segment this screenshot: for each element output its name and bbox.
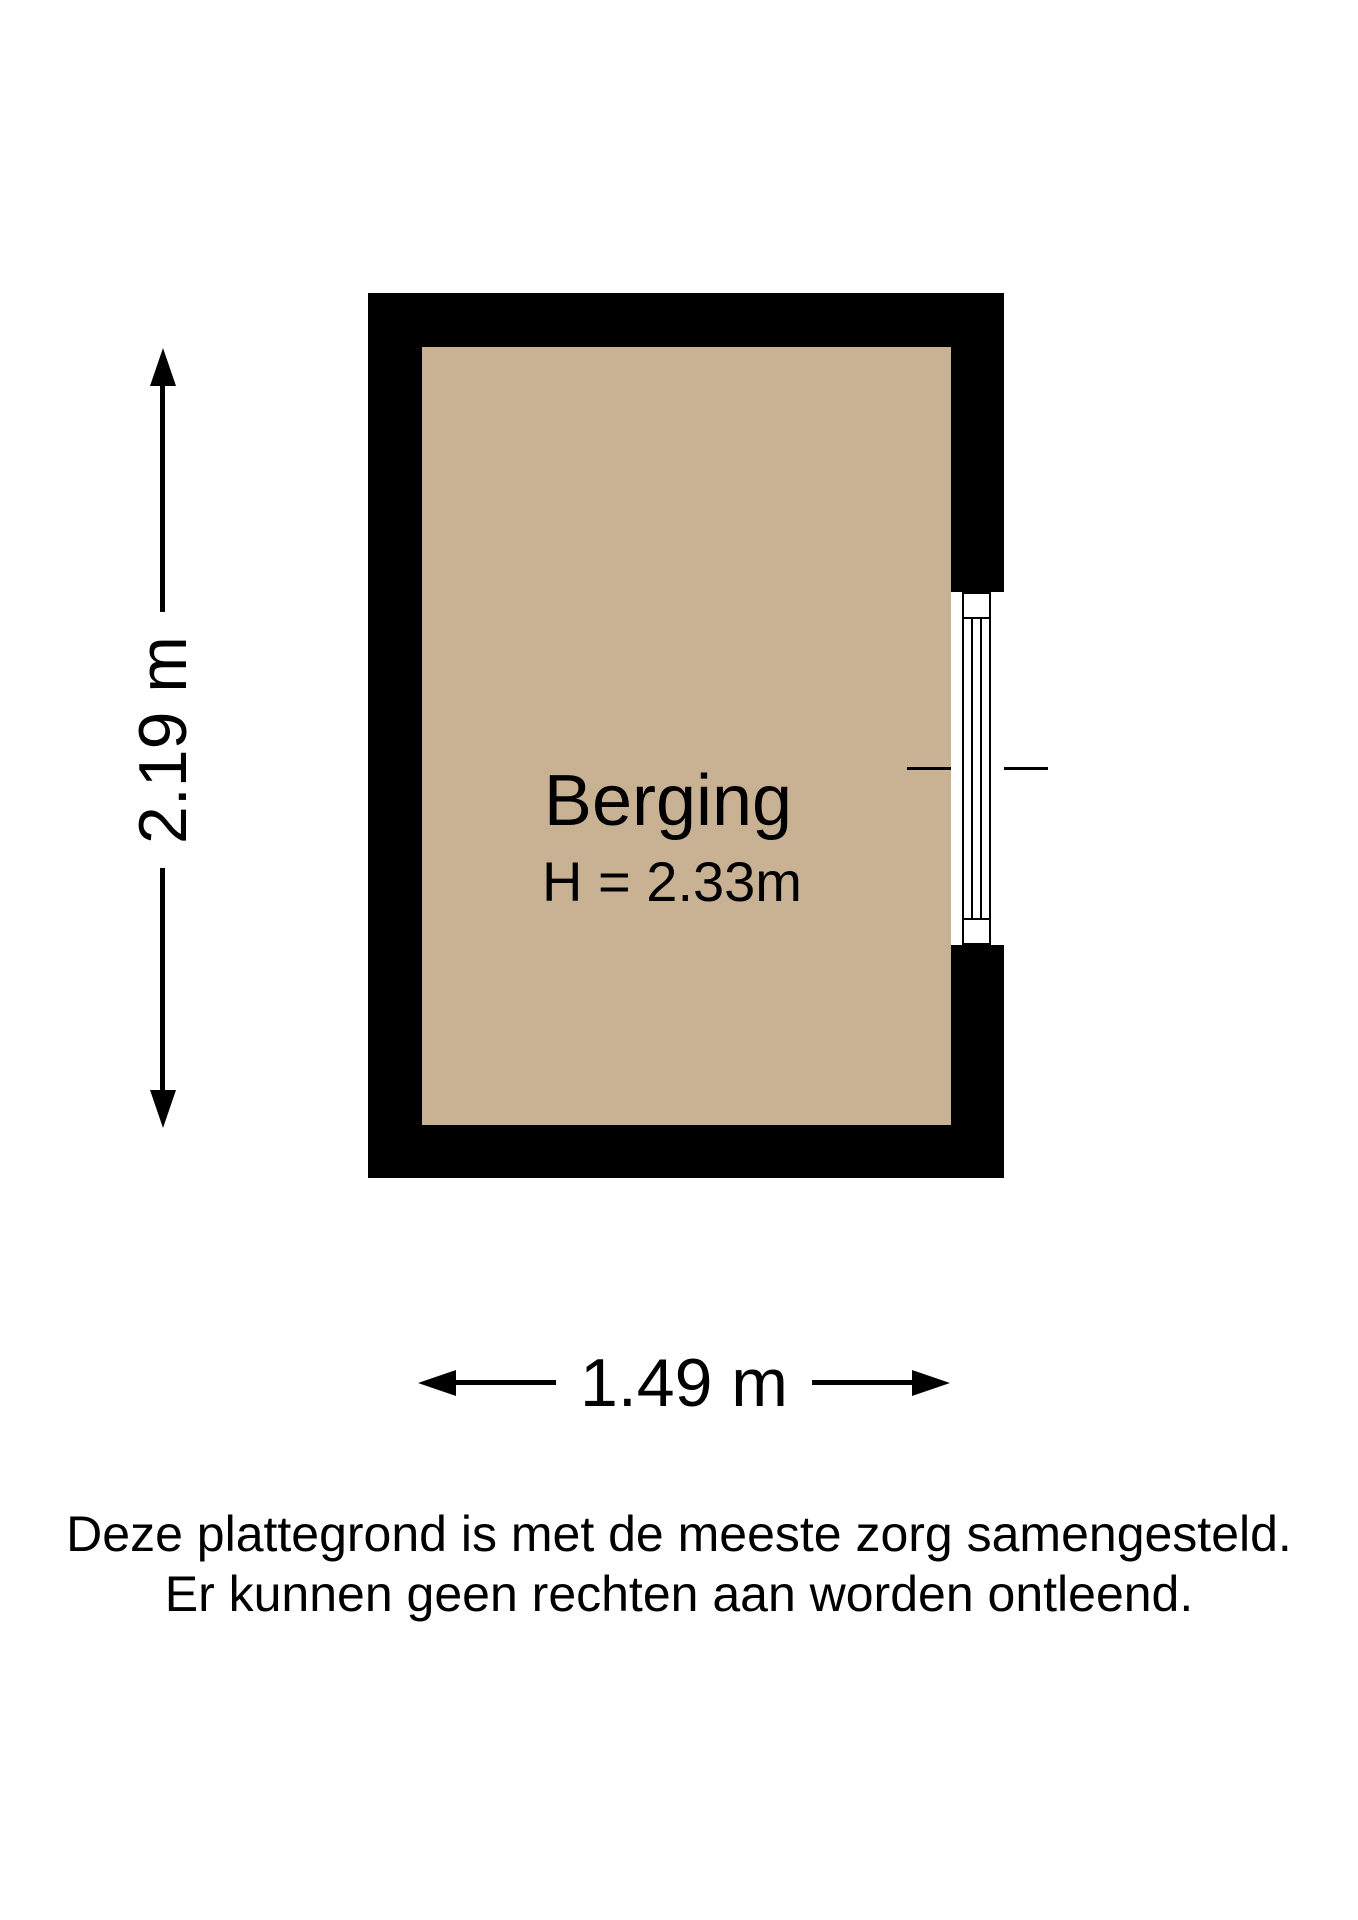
room-name-label: Berging bbox=[543, 761, 793, 841]
arrow-left-icon bbox=[418, 1370, 456, 1396]
window-mullion-line bbox=[971, 619, 973, 918]
window-frame-top-line bbox=[964, 617, 989, 619]
room-floor bbox=[422, 347, 951, 1125]
window-center-tick-outer bbox=[1004, 767, 1048, 770]
disclaimer-line-2: Er kunnen geen rechten aan worden ontleend. bbox=[164, 1566, 1194, 1622]
ceiling-height-label: H = 2.33m bbox=[542, 850, 802, 913]
window-center-tick-inner bbox=[907, 767, 951, 770]
arrow-right-icon bbox=[912, 1370, 950, 1396]
vertical-dimension-label: 2.19 m bbox=[123, 612, 203, 868]
window-icon bbox=[962, 592, 991, 945]
horizontal-dimension-label: 1.49 m bbox=[556, 1345, 812, 1421]
window-mullion-line bbox=[980, 619, 982, 918]
window-frame-bottom-line bbox=[964, 918, 989, 920]
arrow-up-icon bbox=[150, 348, 176, 386]
disclaimer-line-1: Deze plattegrond is met de meeste zorg samengesteld. bbox=[66, 1506, 1292, 1562]
arrow-down-icon bbox=[150, 1090, 176, 1128]
disclaimer-text bbox=[0, 1504, 1358, 1624]
